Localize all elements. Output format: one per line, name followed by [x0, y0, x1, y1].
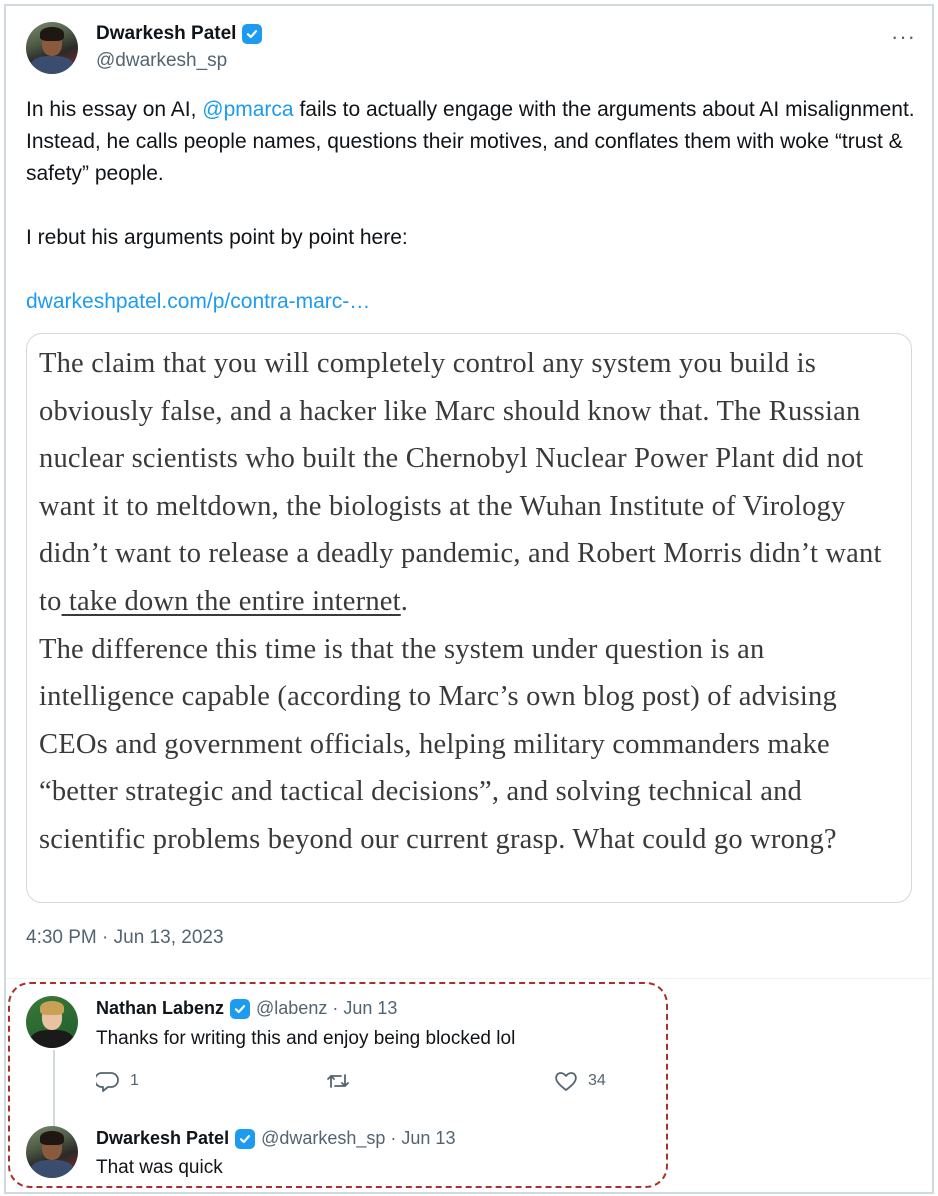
verified-badge-icon: [230, 999, 250, 1019]
reply-text: Thanks for writing this and enjoy being blocked lol: [96, 1028, 516, 1049]
article-link[interactable]: dwarkeshpatel.com/p/contra-marc-…: [26, 290, 371, 313]
divider: [6, 978, 932, 979]
reply-icon: [96, 1070, 120, 1092]
thread-line: [53, 1050, 55, 1128]
tweet-paragraph-2: I rebut his arguments point by point here:: [26, 226, 408, 249]
retweet-action[interactable]: [326, 1070, 360, 1092]
like-count: 34: [588, 1072, 606, 1089]
reply-author-name[interactable]: [96, 998, 397, 1019]
verified-badge-icon: [235, 1129, 255, 1149]
tweet-paragraph-1: [26, 94, 916, 190]
like-icon: [554, 1070, 578, 1092]
reply-avatar-nathan[interactable]: [26, 996, 78, 1048]
quote-text: The claim that you will completely control any system you build is obviously false, and a hacker like Marc should know that. The Russian nuclear scientists who built the Chernobyl Nuclear Power Plant did not want it to meltdown, the biologists at the Wuhan Institute of Virology didn’t want to release a deadly pandemic, and Robert Morris didn’t want to: [39, 348, 882, 617]
quote-paragraph-1: [39, 340, 901, 626]
reply-avatar-dwarkesh[interactable]: [26, 1126, 78, 1178]
reply-count: 1: [130, 1072, 139, 1089]
reply-author-name-text[interactable]: Dwarkesh Patel: [96, 1128, 230, 1148]
reply-handle-date[interactable]: @dwarkesh_sp · Jun 13: [261, 1128, 456, 1148]
author-handle[interactable]: @dwarkesh_sp: [96, 50, 228, 71]
tweet-text-rest: fails to actually engage with the arguments about AI misalignment. Instead, he calls people names, questions their motives, and conflates them with woke “trust & safety” people.: [26, 98, 915, 185]
more-icon[interactable]: ···: [891, 24, 916, 49]
quote-link[interactable]: take down the entire internet: [61, 585, 401, 617]
tweet-text-start: In his essay on AI,: [26, 98, 203, 121]
reply-text: That was quick: [96, 1157, 223, 1178]
quote-card[interactable]: [26, 333, 912, 903]
tweet-text: [26, 94, 916, 318]
quote-text-end: .: [400, 585, 409, 617]
mention-link[interactable]: @pmarca: [202, 98, 294, 121]
like-action[interactable]: [554, 1070, 606, 1092]
reply-action[interactable]: [96, 1070, 139, 1092]
author-name-text[interactable]: Dwarkesh Patel: [96, 23, 237, 44]
tweet-timestamp[interactable]: 4:30 PM · Jun 13, 2023: [26, 927, 224, 948]
reply-handle-date[interactable]: @labenz · Jun 13: [256, 998, 398, 1018]
tweet-screenshot: [4, 4, 934, 1194]
reply-author-name-text[interactable]: Nathan Labenz: [96, 998, 225, 1018]
retweet-icon: [326, 1070, 350, 1092]
author-name[interactable]: [96, 23, 262, 45]
quote-paragraph-2: The difference this time is that the system under question is an intelligence capable (according to Marc’s own blog post) of advising CEOs and government officials, helping military commanders make “better strategic and tactical decisions”, and solving technical and scientific problems beyond our current grasp. What could go wrong?: [39, 633, 837, 855]
verified-badge-icon: [242, 24, 262, 44]
author-avatar[interactable]: [26, 22, 78, 74]
reply-author-name[interactable]: [96, 1128, 455, 1149]
